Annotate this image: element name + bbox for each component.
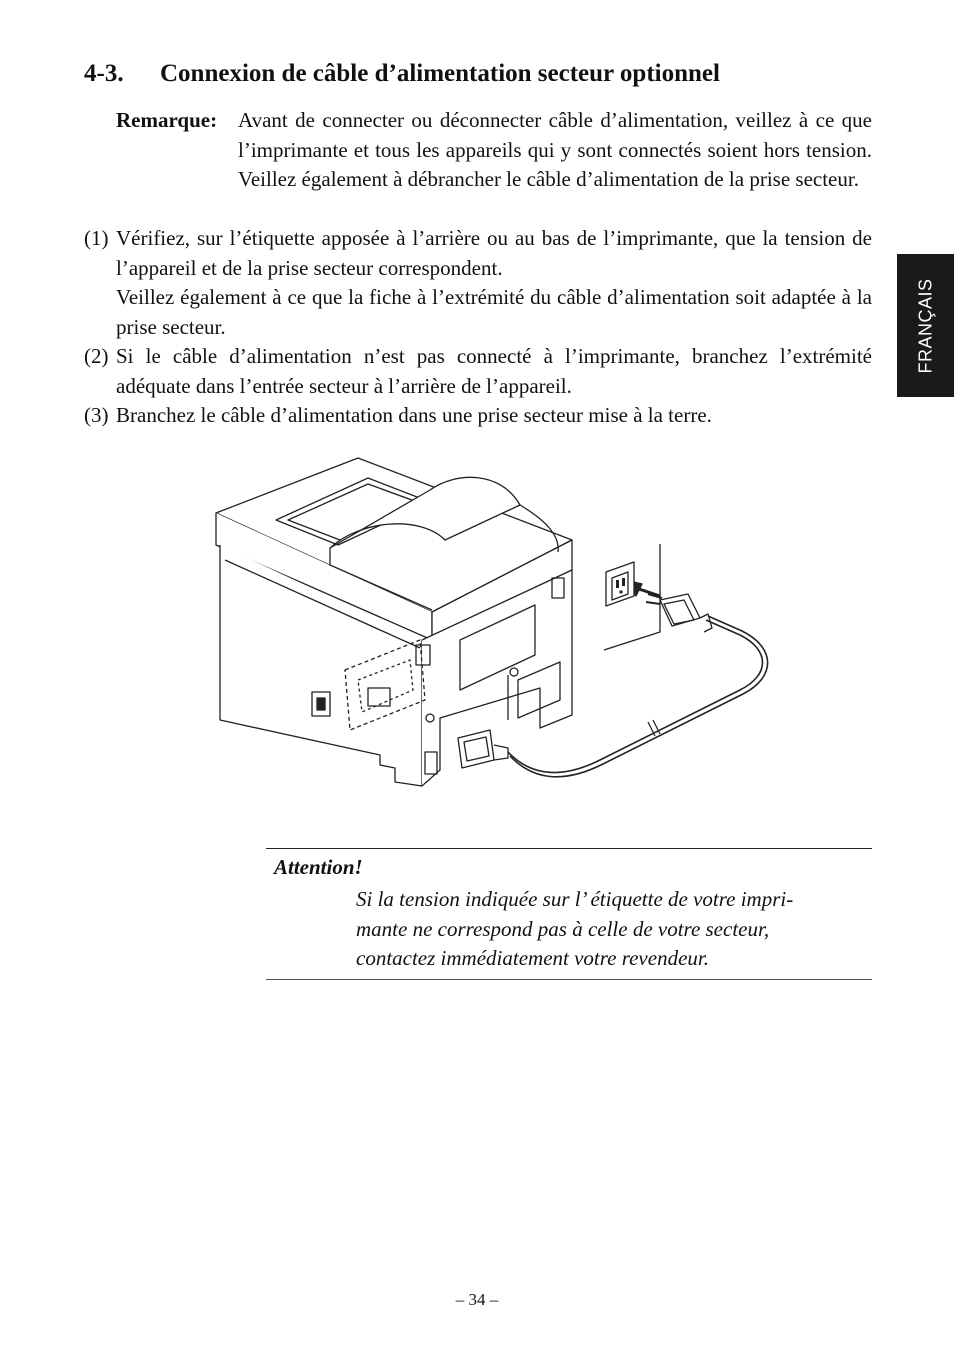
step-2 bbox=[84, 342, 872, 401]
printer-power-cable-illustration bbox=[200, 450, 780, 800]
attention-line: mante ne correspond pas à celle de votre secteur, bbox=[356, 916, 770, 941]
language-tab-label: FRANÇAIS bbox=[915, 277, 935, 374]
section-heading: Connexion de câble d’alimentation secteur optionnel bbox=[160, 60, 720, 87]
step-number: (2) bbox=[84, 344, 109, 368]
step-3 bbox=[84, 401, 872, 431]
page-number: – 34 – bbox=[455, 1290, 499, 1309]
language-tab bbox=[897, 254, 954, 397]
attention-line: Si la tension indiquée sur l’ étiquette de votre impri- bbox=[356, 887, 794, 911]
step-number: (3) bbox=[84, 403, 109, 427]
attention-heading: Attention! bbox=[274, 855, 363, 879]
section-number: 4-3. bbox=[84, 60, 124, 87]
remark-note bbox=[116, 106, 872, 195]
remark-label: Remarque: bbox=[116, 108, 218, 132]
step-text: Si le câble d’alimentation n’est pas connecté à l’imprimante, branchez l’extrémité adéquate dans l’entrée secteur à l’arrière de l’appareil. bbox=[116, 344, 872, 398]
attention-box bbox=[266, 848, 872, 980]
attention-message bbox=[356, 885, 864, 974]
step-number: (1) bbox=[84, 226, 109, 250]
step-text: Vérifiez, sur l’étiquette apposée à l’arrière ou au bas de l’imprimante, que la tension de l’appareil et de la prise secteur correspondent. bbox=[116, 226, 872, 280]
section-title bbox=[84, 60, 720, 88]
remark-text: Avant de connecter ou déconnecter câble d’alimentation, veillez à ce que l’imprimante et tous les appareils qui y sont connectés soient hors tension. Veillez également à débrancher le câble d’alimentation de la prise secteur. bbox=[238, 108, 872, 192]
step-text: Veillez également à ce que la fiche à l’extrémité du câble d’alimentation soit adaptée à la prise secteur. bbox=[116, 285, 872, 339]
attention-line: contactez immédiatement votre revendeur. bbox=[356, 946, 709, 971]
step-text: Branchez le câble d’alimentation dans une prise secteur mise à la terre. bbox=[116, 403, 712, 427]
step-1 bbox=[84, 224, 872, 342]
